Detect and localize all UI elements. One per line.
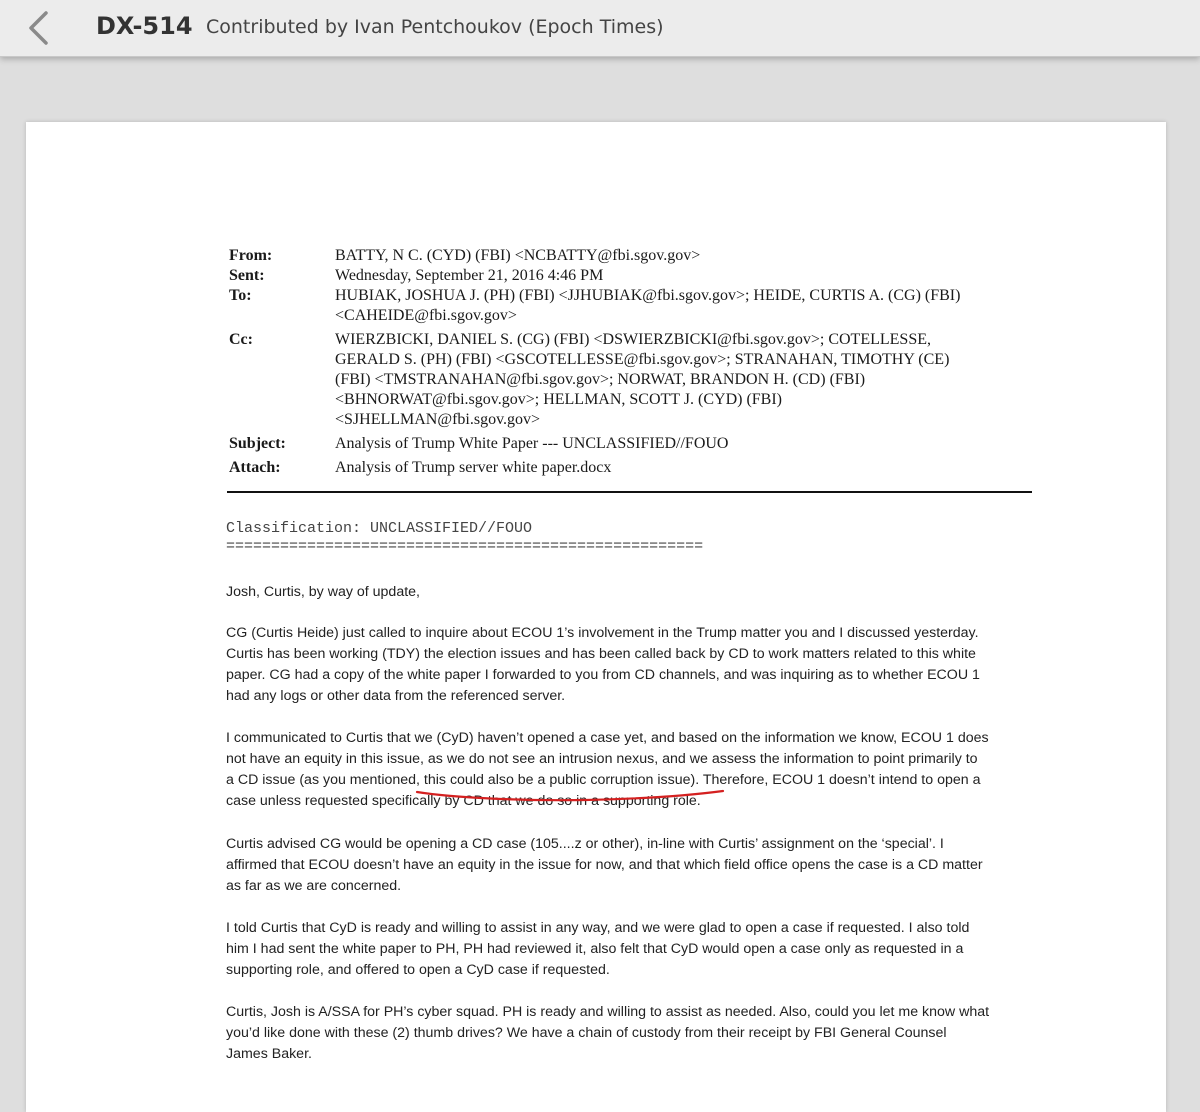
header-divider — [227, 491, 1032, 493]
contributor-credit: Contributed by Ivan Pentchoukov (Epoch Times) — [206, 16, 664, 38]
paragraph-1: CG (Curtis Heide) just called to inquire about ECOU 1’s involvement in the Trump matter you and I discussed yesterday. Curtis has been working (TDY) the election issues and has been called back by CD to work matters related to this white paper. CG had a copy of the white paper I forwarded to you from CD channels, and was inquiring as to whether ECOU 1 had any logs or other data from the referenced server. — [226, 625, 980, 704]
back-button[interactable] — [20, 8, 56, 48]
cc-label: Cc: — [229, 331, 253, 348]
sent-row — [229, 266, 1037, 286]
paragraph-2: I communicated to Curtis that we (CyD) haven’t opened a case yet, and based on the information we know, ECOU 1 does not have an equity in this issue, as we do not see an intrusion nexus, and we assess the information to point primarily to a CD issue (as you mentioned, this could also be a public corruption issue). Therefore, ECOU 1 doesn’t intend to open a case unless requested specifically by CD that we do so in a supporting role. — [226, 730, 989, 809]
cc-line: <SJHELLMAN@fbi.sgov.gov> — [335, 411, 541, 428]
document-page — [26, 122, 1166, 1112]
cc-row — [229, 330, 1037, 430]
document-id: DX-514 — [96, 12, 193, 40]
attach-label: Attach: — [229, 459, 281, 476]
greeting: Josh, Curtis, by way of update, — [226, 584, 420, 600]
cc-line: WIERZBICKI, DANIEL S. (CG) (FBI) <DSWIERZBICKI@fbi.sgov.gov>; COTELLESSE, — [335, 331, 931, 348]
to-label: To: — [229, 287, 252, 304]
sent-value: Wednesday, September 21, 2016 4:46 PM — [335, 267, 604, 284]
attachment-name: Analysis of Trump server white paper.docx — [335, 459, 612, 476]
to-line: HUBIAK, JOSHUA J. (PH) (FBI) <JJHUBIAK@fbi.sgov.gov>; HEIDE, CURTIS A. (CG) (FBI) — [335, 287, 961, 304]
paragraph-3: Curtis advised CG would be opening a CD case (105....z or other), in-line with Curtis’ assignment on the ‘special’. I affirmed that ECOU doesn’t have an equity in the issue for now, and that which field office opens the case is a CD matter as far as we are concerned. — [226, 836, 983, 894]
cc-line: (FBI) <TMSTRANAHAN@fbi.sgov.gov>; NORWAT, BRANDON H. (CD) (FBI) — [335, 371, 866, 388]
separator-line: ===================================================== — [226, 538, 704, 555]
to-line: <CAHEIDE@fbi.sgov.gov> — [335, 307, 517, 324]
from-value: BATTY, N C. (CYD) (FBI) <NCBATTY@fbi.sgov.gov> — [335, 247, 701, 264]
sent-label: Sent: — [229, 267, 265, 284]
from-label: From: — [229, 247, 273, 264]
subject-label: Subject: — [229, 435, 286, 452]
attach-row — [229, 458, 1037, 478]
from-row — [229, 246, 1037, 266]
email-header — [229, 246, 1037, 478]
subject-row — [229, 434, 1037, 454]
paragraph-5: Curtis, Josh is A/SSA for PH’s cyber squad. PH is ready and willing to assist as needed. Also, could you let me know what you’d like done with these (2) thumb drives? We have a chain of custody from their receipt by FBI General Counsel James Baker. — [226, 1004, 990, 1062]
to-row — [229, 286, 1037, 326]
classification-line: Classification: UNCLASSIFIED//FOUO — [226, 520, 533, 537]
top-bar — [0, 0, 1200, 57]
cc-line: GERALD S. (PH) (FBI) <GSCOTELLESSE@fbi.sgov.gov>; STRANAHAN, TIMOTHY (CE) — [335, 351, 950, 368]
chevron-left-icon — [26, 10, 50, 46]
cc-line: <BHNORWAT@fbi.sgov.gov>; HELLMAN, SCOTT J. (CYD) (FBI) — [335, 391, 783, 408]
paragraph-4: I told Curtis that CyD is ready and willing to assist in any way, and we were glad to open a case if requested. I also told him I had sent the white paper to PH, PH had reviewed it, also felt that CyD would open a case only as requested in a supporting role, and offered to open a CyD case if requested. — [226, 920, 970, 978]
subject-value: Analysis of Trump White Paper --- UNCLASSIFIED//FOUO — [335, 435, 729, 452]
